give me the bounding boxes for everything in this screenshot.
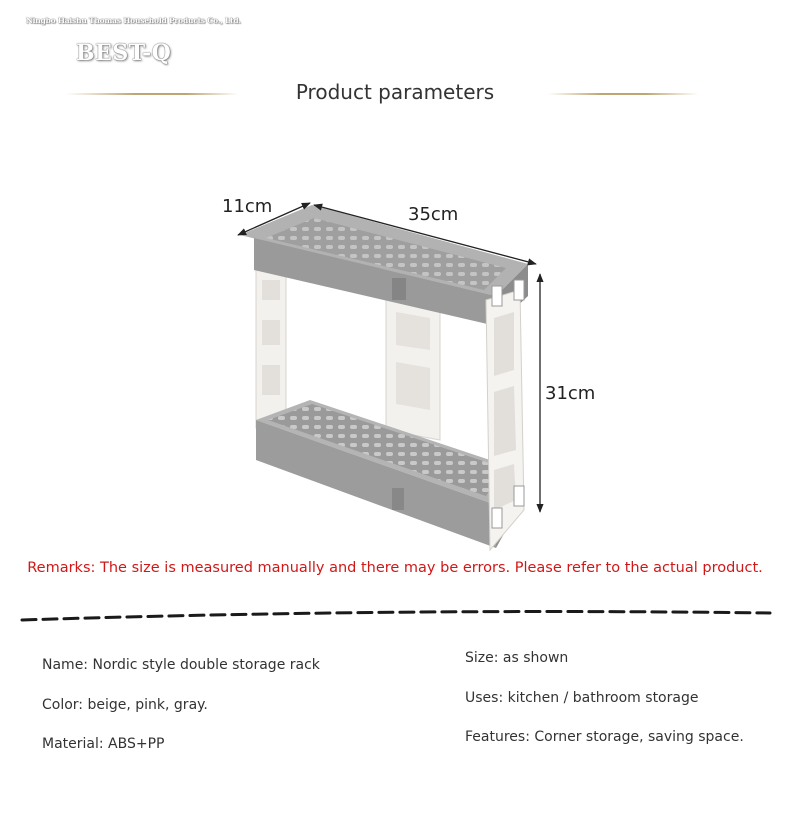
- height-label: 31cm: [545, 383, 596, 404]
- depth-label: 11cm: [222, 196, 273, 217]
- remarks-note: Remarks: The size is measured manually and there may be errors. Please refer to the actual product.: [27, 560, 763, 576]
- spec-color: Color: beige, pink, gray.: [42, 697, 208, 713]
- spec-size: Size: as shown: [465, 650, 569, 666]
- rack-image: [240, 205, 528, 550]
- spec-uses: Uses: kitchen / bathroom storage: [465, 690, 699, 706]
- company-name: Ningbo Haishu Thomas Household Products Co., Ltd.: [26, 16, 241, 25]
- width-label: 35cm: [408, 204, 459, 225]
- section-divider: [20, 604, 772, 624]
- brand-logo: BEST-Q: [76, 40, 172, 66]
- spec-features: Features: Corner storage, saving space.: [465, 729, 744, 745]
- spec-name: Name: Nordic style double storage rack: [42, 657, 320, 673]
- spec-material: Material: ABS+PP: [42, 736, 165, 752]
- page-title: Product parameters: [295, 80, 495, 104]
